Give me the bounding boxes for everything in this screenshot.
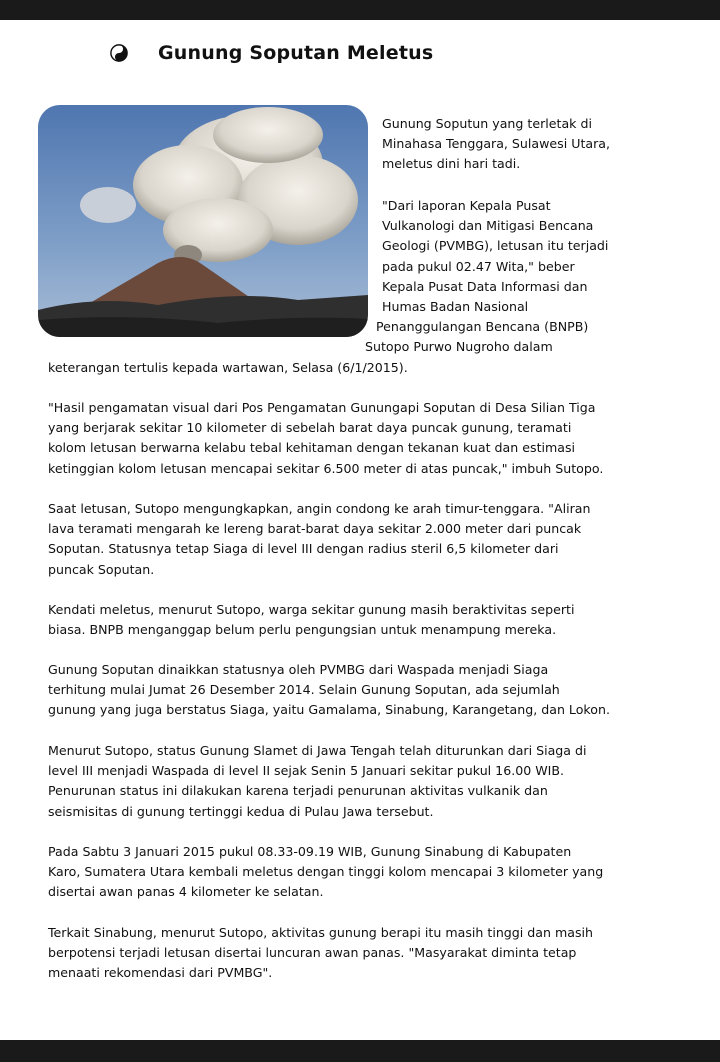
text-line: Karo, Sumatera Utara kembali meletus dengan tinggi kolom mencapai 3 kilometer yang (48, 864, 604, 880)
paragraph-6 (48, 660, 648, 721)
title-row (110, 42, 433, 64)
text-line: Pada Sabtu 3 Januari 2015 pukul 08.33-09.19 WIB, Gunung Sinabung di Kabupaten (48, 844, 572, 859)
text-line: pada pukul 02.47 Wita," beber (382, 258, 575, 274)
top-bar (0, 0, 720, 20)
paragraph-9 (48, 923, 648, 984)
text-line: disertai awan panas 4 kilometer ke selatan. (48, 884, 324, 900)
text-line: seismisitas di gunung tertinggi kedua di Pulau Jawa tersebut. (48, 803, 434, 819)
text-line: Humas Badan Nasional (382, 299, 529, 315)
text-line: Gunung Soputun yang terletak di (382, 116, 592, 131)
yin-yang-icon (110, 44, 128, 62)
text-line: level III menjadi Waspada di level II sejak Senin 5 Januari sekitar pukul 16.00 WIB. (48, 763, 565, 779)
text-line: berpotensi terjadi letusan disertai luncuran awan panas. "Masyarakat diminta tetap (48, 945, 577, 961)
text-line: Gunung Soputan dinaikkan statusnya oleh PVMBG dari Waspada menjadi Siaga (48, 662, 549, 677)
text-line: yang berjarak sekitar 10 kilometer di sebelah barat daya puncak gunung, teramati (48, 420, 572, 436)
paragraph-7 (48, 741, 648, 822)
text-line: menaati rekomendasi dari PVMBG". (48, 965, 273, 981)
paragraph-4 (48, 499, 648, 580)
text-line: "Hasil pengamatan visual dari Pos Pengamatan Gunungapi Soputan di Desa Silian Tiga (48, 400, 596, 415)
document-page (0, 20, 720, 1040)
text-line: Saat letusan, Sutopo mengungkapkan, angin condong ke arah timur-tenggara. "Aliran (48, 501, 591, 516)
text-line: Minahasa Tenggara, Sulawesi Utara, (382, 136, 611, 152)
paragraph-2 (0, 196, 720, 378)
bottom-bar (0, 1040, 720, 1062)
text-line: gunung yang juga berstatus Siaga, yaitu Gamalama, Sinabung, Karangetang, dan Lokon. (48, 702, 610, 718)
page-title: Gunung Soputan Meletus (158, 42, 434, 64)
text-line: kolom letusan berwarna kelabu tebal kehitaman dengan tekanan kuat dan estimasi (48, 440, 576, 456)
paragraph-5 (48, 600, 648, 640)
text-line: Vulkanologi dan Mitigasi Bencana (382, 218, 594, 234)
text-line: puncak Soputan. (48, 561, 155, 577)
text-line: biasa. BNPB menganggap belum perlu pengungsian untuk menampung mereka. (48, 622, 557, 638)
text-line: "Dari laporan Kepala Pusat (382, 198, 551, 213)
text-line: Kepala Pusat Data Informasi dan (382, 278, 588, 294)
text-line: meletus dini hari tadi. (382, 156, 521, 172)
paragraph-8 (48, 842, 648, 903)
text-line: ketinggian kolom letusan mencapai sekitar 6.500 meter di atas puncak," imbuh Sutopo. (48, 460, 604, 476)
text-line: lava teramati mengarah ke lereng barat-barat daya sekitar 2.000 meter dari puncak (48, 521, 582, 537)
text-line: Penurunan status ini dilakukan karena terjadi penurunan aktivitas vulkanik dan (48, 783, 548, 799)
text-line: terhitung mulai Jumat 26 Desember 2014. Selain Gunung Soputan, ada sejumlah (48, 682, 560, 698)
paragraph-1 (382, 114, 642, 175)
text-line: Kendati meletus, menurut Sutopo, warga sekitar gunung masih beraktivitas seperti (48, 602, 575, 617)
text-line: Terkait Sinabung, menurut Sutopo, aktivitas gunung berapi itu masih tinggi dan masih (48, 925, 594, 940)
text-line: keterangan tertulis kepada wartawan, Selasa (6/1/2015). (48, 359, 408, 375)
paragraph-3 (48, 398, 648, 479)
text-line: Geologi (PVMBG), letusan itu terjadi (382, 238, 609, 254)
text-line: Menurut Sutopo, status Gunung Slamet di Jawa Tengah telah diturunkan dari Siaga di (48, 743, 587, 758)
text-line: Penanggulangan Bencana (BNPB) (376, 319, 589, 335)
text-line: Soputan. Statusnya tetap Siaga di level III dengan radius steril 6,5 kilometer dari (48, 541, 559, 557)
text-line: Sutopo Purwo Nugroho dalam (365, 339, 553, 355)
